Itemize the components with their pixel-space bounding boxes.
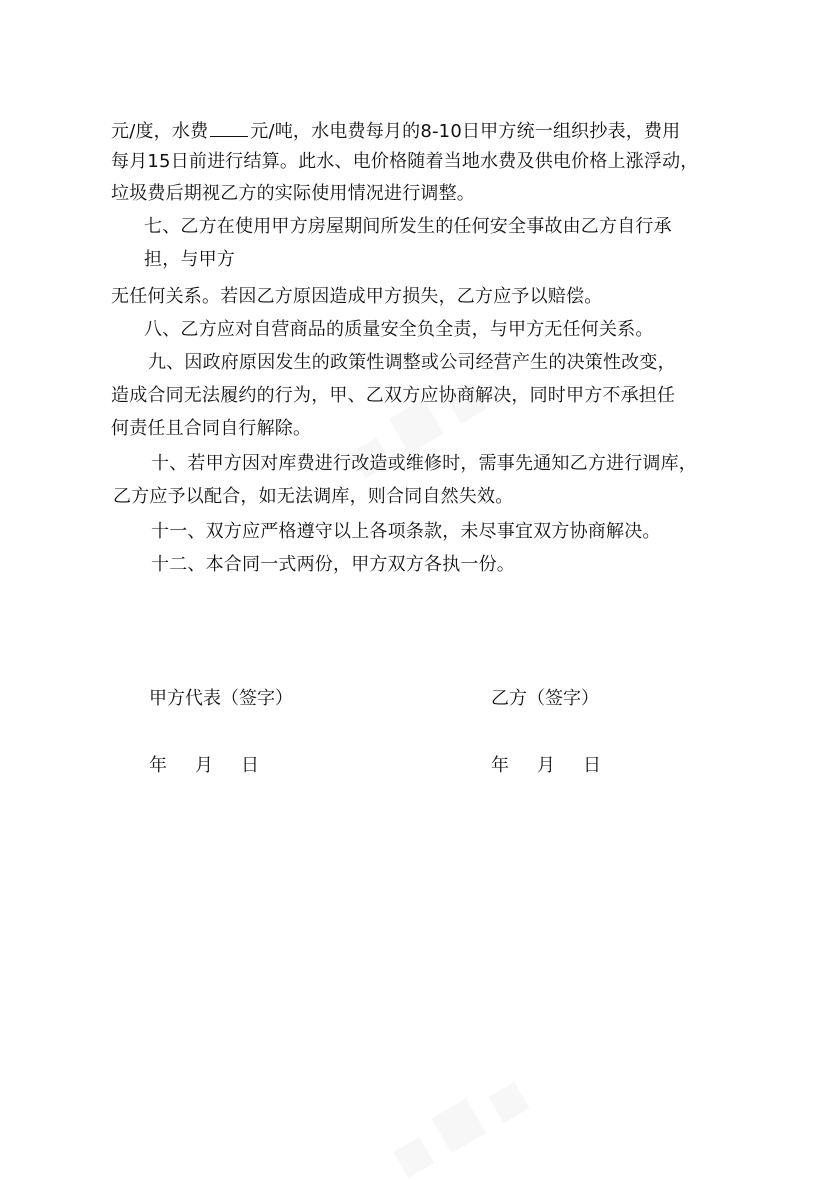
- party-a-day-label: 日: [241, 755, 259, 776]
- party-a-date: [149, 754, 259, 778]
- clause-11: 十一、双方应严格遵守以上各项条款，未尽事宜双方协商解决。: [151, 521, 661, 542]
- clause-9-line-3: 何责任且合同自行解除。: [111, 418, 312, 439]
- party-b-year-label: 年: [491, 755, 509, 776]
- text-line-1-part-a: 元/度，水费: [111, 121, 209, 142]
- clause-7-line-2: 担，与甲方: [144, 249, 235, 270]
- clause-10-line-2: 乙方应予以配合，如无法调库，则合同自然失效。: [113, 486, 514, 507]
- watermark-logo-bottom: [360, 1070, 580, 1180]
- text-line-1: [111, 118, 680, 144]
- party-b-day-label: 日: [583, 755, 601, 776]
- clause-8: 八、乙方应对自营商品的质量安全负全责，与甲方无任何关系。: [144, 319, 654, 340]
- party-a-year-label: 年: [149, 755, 167, 776]
- party-b-signature-label: 乙方（签字）: [491, 688, 599, 709]
- text-line-2: 每月15日前进行结算。此水、电价格随着当地水费及供电价格上涨浮动，: [111, 151, 699, 172]
- text-line-3: 垃圾费后期视乙方的实际使用情况进行调整。: [111, 183, 475, 204]
- clause-9-line-1: 九、因政府原因发生的政策性调整或公司经营产生的决策性改变，: [148, 352, 676, 373]
- clause-7-line-1: 七、乙方在使用甲方房屋期间所发生的任何安全事故由乙方自行承: [144, 216, 672, 237]
- party-b-month-label: 月: [537, 755, 555, 776]
- text-line-1-part-b: 元/吨，水电费每月的8-10日甲方统一组织抄表，费用: [250, 121, 681, 142]
- clause-10-line-1: 十、若甲方因对库费进行改造或维修时，需事先通知乙方进行调库，: [151, 453, 697, 474]
- clause-12: 十二、本合同一式两份，甲方双方各执一份。: [151, 554, 515, 575]
- party-b-date: [491, 754, 601, 778]
- clause-9-line-2: 造成合同无法履约的行为，甲、乙双方应协商解决，同时甲方不承担任: [111, 385, 676, 406]
- party-a-month-label: 月: [195, 755, 213, 776]
- water-fee-blank: [210, 118, 248, 137]
- party-a-signature-label: 甲方代表（签字）: [149, 688, 293, 709]
- clause-7-line-3: 无任何关系。若因乙方原因造成甲方损失，乙方应予以赔偿。: [111, 286, 603, 307]
